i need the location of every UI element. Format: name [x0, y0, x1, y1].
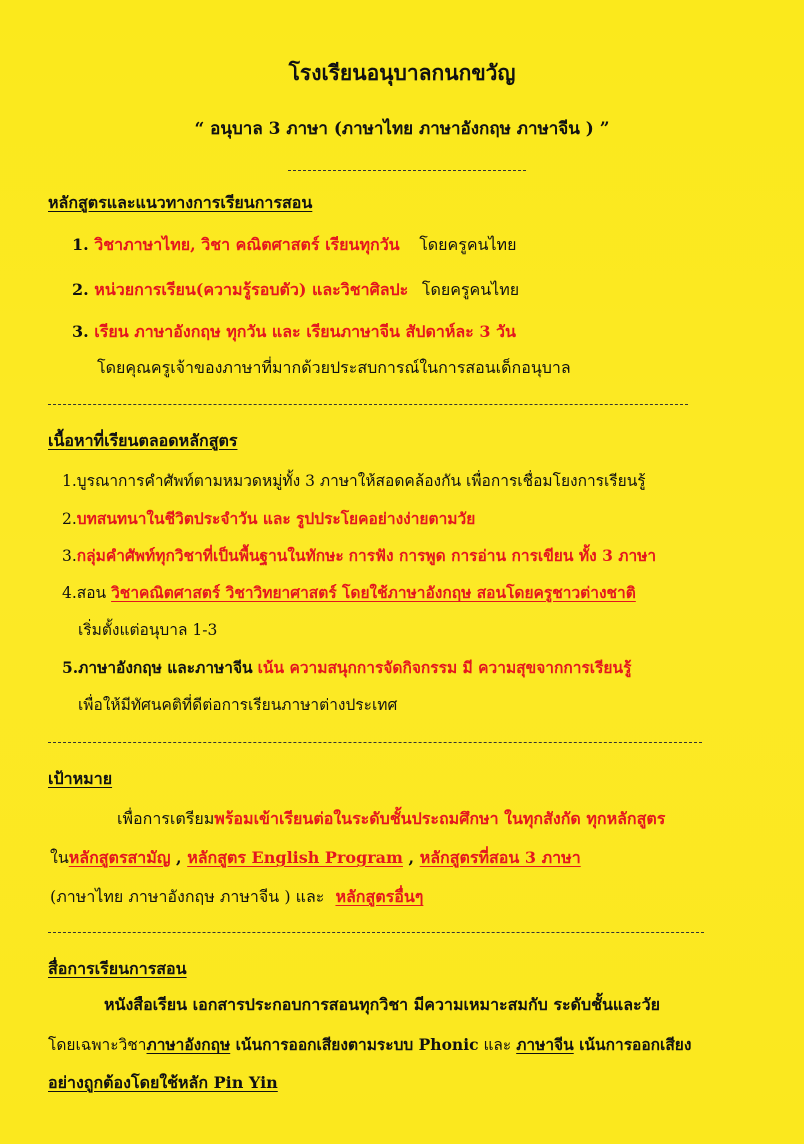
item-text-b: การฟัง การพูด การอ่าน การเขียน ทั้ง 3 ภาษา [348, 546, 657, 565]
content-item-5-cont: เพื่อให้มีทัศนคติที่ดีต่อการเรียนภาษาต่างประเทศ [78, 696, 398, 714]
materials-line-2 [48, 1034, 691, 1056]
curriculum-other: หลักสูตรอื่นๆ [335, 887, 424, 906]
content-item-2 [62, 508, 475, 530]
goal-prefix: ใน [50, 848, 69, 867]
content-item-3 [62, 545, 656, 567]
section-heading-content: เนื้อหาที่เรียนตลอดหลักสูตร [48, 431, 238, 450]
curriculum-note: โดยคุณครูเจ้าของภาษาที่มากด้วยประสบการณ์ในการสอนเด็กอนุบาล [97, 358, 571, 377]
separator: , [170, 848, 188, 867]
content-item-5 [62, 657, 631, 679]
item-teacher: โดยครูคนไทย [421, 280, 520, 299]
content-item-4 [62, 582, 636, 604]
item-text: วิชาภาษาไทย, วิชา คณิตศาสตร์ เรียนทุกวัน [94, 235, 400, 254]
curriculum-english-program: หลักสูตร English Program [187, 848, 403, 867]
curriculum-item-3 [72, 321, 516, 343]
item-text: เรียน ภาษาอังกฤษ ทุกวัน และ เรียนภาษาจีน สัปดาห์ละ 3 วัน [94, 322, 516, 341]
materials-line-1: หนังสือเรียน เอกสารประกอบการสอนทุกวิชา มีความเหมาะสมกับ ระดับชั้นและวัย [104, 995, 660, 1014]
content-item-1: 1.บูรณาการคำศัพท์ตามหมวดหมู่ทั้ง 3 ภาษาให้สอดคล้องกัน เพื่อการเชื่อมโยงการเรียนรู้ [62, 472, 646, 490]
phonic-text: เน้นการออกเสียงตามระบบ Phonic [230, 1035, 479, 1054]
materials-text: โดยเฉพาะวิชา [48, 1036, 147, 1054]
item-teacher: โดยครูคนไทย [419, 235, 517, 254]
content-item-4-cont: เริ่มตั้งแต่อนุบาล 1-3 [78, 621, 218, 639]
item-text-b: เน้น ความสนุกการจัดกิจกรรม มี ความสุขจากการเรียนรู้ [257, 658, 632, 677]
section-divider [48, 932, 704, 933]
section-divider [48, 404, 688, 405]
english-label: ภาษาอังกฤษ [146, 1035, 231, 1054]
item-text: บทสนทนาในชีวิตประจำวัน และ รูปประโยคอย่างง่ายตามวัย [76, 509, 476, 528]
item-number: 3. [72, 322, 89, 341]
materials-line-3: อย่างถูกต้องโดยใช้หลัก Pin Yin [48, 1073, 278, 1092]
item-number: 4.สอน [62, 584, 107, 602]
item-text: วิชาคณิตศาสตร์ วิชาวิทยาศาสตร์ โดยใช้ภาษาอังกฤษ สอนโดยครูชาวต่างชาติ [111, 583, 636, 602]
curriculum-three-languages: หลักสูตรที่สอน 3 ภาษา [419, 848, 581, 867]
goal-line-3 [50, 886, 423, 908]
program-subtitle: “ อนุบาล 3 ภาษา (ภาษาไทย ภาษาอังกฤษ ภาษาจีน ) ” [194, 119, 610, 139]
goal-line-2 [50, 847, 581, 869]
item-number: 1. [72, 235, 89, 254]
curriculum-general: หลักสูตรสามัญ [68, 848, 171, 867]
section-heading-materials: สื่อการเรียนการสอน [48, 959, 187, 978]
title-divider [288, 170, 526, 171]
goal-line-1 [117, 808, 665, 830]
school-title: โรงเรียนอนุบาลกนกขวัญ [288, 60, 516, 85]
item-number: 2. [62, 510, 77, 528]
item-text: หน่วยการเรียน(ความรู้รอบตัว) และวิชาศิลปะ [94, 280, 409, 299]
pronunciation-text: เน้นการออกเสียง [573, 1035, 692, 1054]
section-heading-curriculum: หลักสูตรและแนวทางการเรียนการสอน [48, 193, 313, 212]
item-text-a: กลุ่มคำศัพท์ทุกวิชาที่เป็นพื้นฐานในทักษะ [76, 546, 344, 565]
item-number: 3. [62, 547, 77, 565]
goal-text-black: เพื่อการเตรียม [117, 809, 215, 828]
and-text: และ [478, 1036, 517, 1054]
item-number: 2. [72, 280, 89, 299]
curriculum-item-1 [72, 234, 516, 256]
section-divider [48, 742, 702, 743]
chinese-label: ภาษาจีน [516, 1035, 574, 1054]
separator: , [402, 848, 420, 867]
item-text-a: 5.ภาษาอังกฤษ และภาษาจีน [62, 658, 253, 677]
section-heading-goals: เป้าหมาย [48, 769, 113, 788]
goal-text-red: พร้อมเข้าเรียนต่อในระดับชั้นประถมศึกษา ในทุกสังกัด ทุกหลักสูตร [214, 809, 666, 828]
curriculum-item-2 [72, 279, 519, 301]
goal-text-black: (ภาษาไทย ภาษาอังกฤษ ภาษาจีน ) และ [50, 887, 325, 906]
